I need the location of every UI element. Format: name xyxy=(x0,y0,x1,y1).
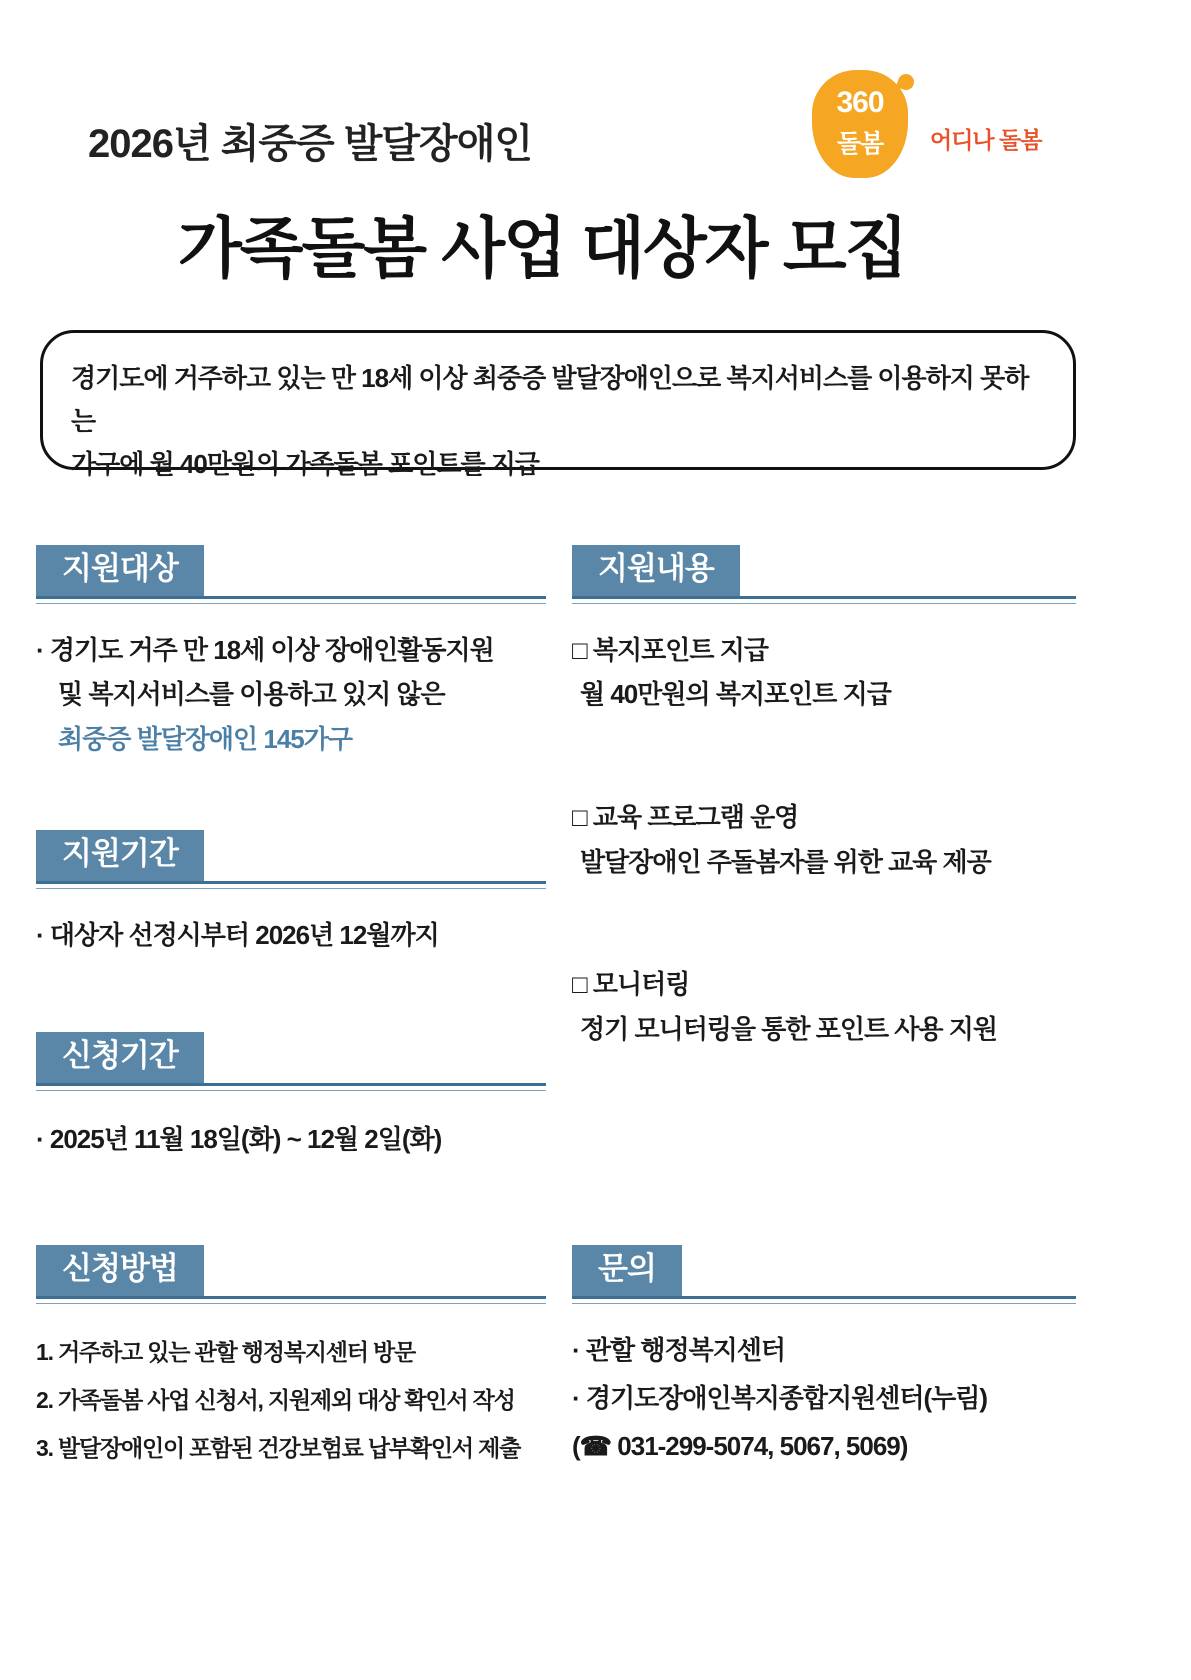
page-title-small: 2026년 최중증 발달장애인 xyxy=(88,122,532,166)
section-period xyxy=(36,830,546,957)
page-title-main: 가족돌봄 사업 대상자 모집 xyxy=(178,211,907,285)
target-line-1: · 경기도 거주 만 18세 이상 장애인활동지원 xyxy=(36,634,494,665)
inquiry-list xyxy=(572,1326,1076,1470)
section-inquiry-rule xyxy=(572,1296,1076,1304)
logo-bottom-text: 돌봄 xyxy=(836,130,884,158)
section-content xyxy=(572,545,1076,1052)
section-period-rule xyxy=(36,881,546,889)
section-target-body xyxy=(36,628,546,762)
content-item-1 xyxy=(572,628,1076,717)
brand-logo xyxy=(812,70,1052,195)
list-item: 3. 발달장애인이 포함된 건강보험료 납부확인서 제출 xyxy=(36,1435,521,1462)
section-target xyxy=(36,545,546,762)
section-apply-period-rule xyxy=(36,1083,546,1091)
list-item: 1. 거주하고 있는 관할 행정복지센터 방문 xyxy=(36,1338,416,1365)
section-period-label: 지원기간 xyxy=(36,830,204,881)
logo-tagline: 어디나 돌봄 xyxy=(930,127,1042,153)
section-content-label: 지원내용 xyxy=(572,545,740,596)
section-how-to-apply-label: 신청방법 xyxy=(36,1245,204,1296)
how-to-apply-list xyxy=(36,1328,546,1473)
logo-top-text: 360 xyxy=(836,86,884,119)
content-item-1-desc: 월 40만원의 복지포인트 지급 xyxy=(580,679,891,710)
section-period-body xyxy=(36,913,546,958)
section-apply-period xyxy=(36,1032,546,1161)
section-how-to-apply xyxy=(36,1245,546,1472)
section-content-rule xyxy=(572,596,1076,604)
list-item: 2. 가족돌봄 사업 신청서, 지원제외 대상 확인서 작성 xyxy=(36,1386,515,1413)
content-item-2-desc: 발달장애인 주돌봄자를 위한 교육 제공 xyxy=(580,846,991,877)
list-item-phone: (☎ 031-299-5074, 5067, 5069) xyxy=(572,1430,908,1461)
period-line-1: · 대상자 선정시부터 2026년 12월까지 xyxy=(36,919,439,950)
summary-text xyxy=(71,357,1051,486)
content-item-2 xyxy=(572,795,1076,884)
content-item-3-desc: 정기 모니터링을 통한 포인트 사용 지원 xyxy=(580,1014,997,1045)
section-apply-period-body xyxy=(36,1117,546,1162)
section-how-to-apply-rule xyxy=(36,1296,546,1304)
list-item: · 관할 행정복지센터 xyxy=(572,1334,786,1365)
list-item: · 경기도장애인복지종합지원센터(누림) xyxy=(572,1382,988,1413)
poster-header xyxy=(0,0,1191,310)
content-item-1-title: □ 복지포인트 지급 xyxy=(572,634,768,665)
summary-line-1: 경기도에 거주하고 있는 만 18세 이상 최중증 발달장애인으로 복지서비스를 이용하지 못하는 xyxy=(71,363,1029,436)
section-inquiry xyxy=(572,1245,1076,1470)
section-apply-period-label: 신청기간 xyxy=(36,1032,204,1083)
section-target-label: 지원대상 xyxy=(36,545,204,596)
section-inquiry-label: 문의 xyxy=(572,1245,682,1296)
summary-box xyxy=(40,330,1076,479)
apply-period-line-1: · 2025년 11월 18일(화) ~ 12월 2일(화) xyxy=(36,1123,442,1154)
content-item-2-title: □ 교육 프로그램 운영 xyxy=(572,801,799,832)
content-item-3-title: □ 모니터링 xyxy=(572,969,690,1000)
target-line-2: 및 복지서비스를 이용하고 있지 않은 xyxy=(58,679,445,710)
target-line-3-highlight: 최중증 발달장애인 145가구 xyxy=(58,723,352,754)
section-target-rule xyxy=(36,596,546,604)
summary-line-2: 가구에 월 40만원의 가족돌봄 포인트를 지급 xyxy=(71,448,540,479)
content-item-3 xyxy=(572,962,1076,1051)
